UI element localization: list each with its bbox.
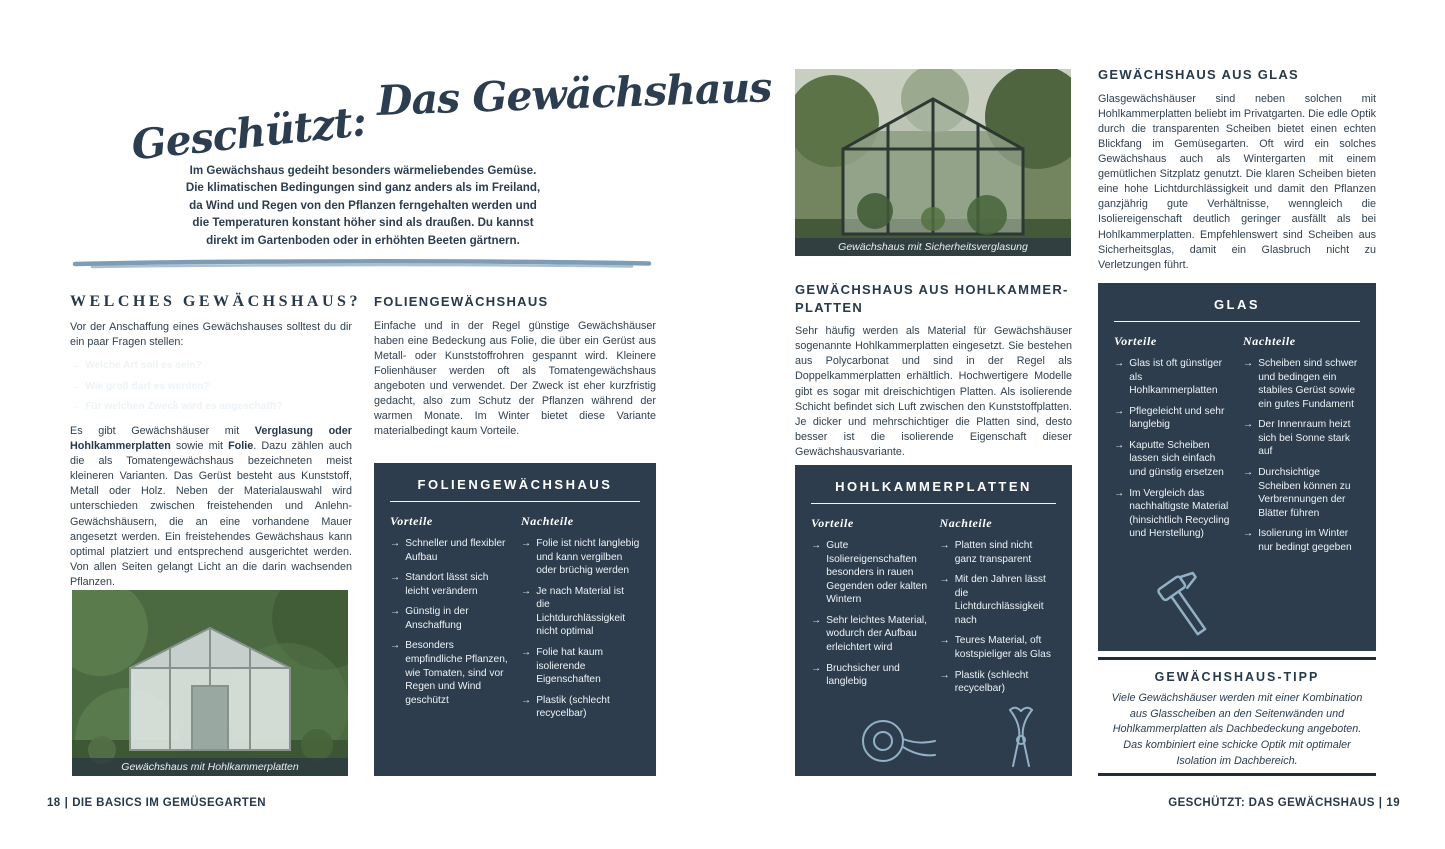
glas-box-columns (1114, 334, 1360, 561)
tipp-title: GEWÄCHSHAUS-TIPP (1154, 670, 1320, 684)
list-item-text: Für welchen Zweck wird es angeschafft? (85, 401, 283, 413)
list-item (1114, 405, 1231, 432)
hohlkammer-box-columns (811, 516, 1056, 703)
welches-body-b2: Folie (228, 440, 254, 453)
list-item-text: Im Vergleich das nachhaltigste Material (hinsichtlich Recycling und Herstellung) (1129, 487, 1230, 540)
arrow-icon: → (390, 640, 401, 652)
footer-separator: | (1378, 797, 1383, 809)
arrow-icon: → (521, 646, 532, 658)
list-item (940, 573, 1057, 627)
hohlkammer-box (795, 465, 1072, 776)
photo-caption: Gewächshaus mit Sicherheitsverglasung (795, 238, 1071, 256)
greenhouse-photo-glas (795, 69, 1071, 256)
greenhouse-photo-illustration (795, 69, 1071, 256)
hohlkammer-vorteile-column (811, 516, 928, 703)
list-item-text: Isolierung im Winter nur bedingt gegeben (1258, 528, 1352, 553)
arrow-icon: → (1114, 358, 1125, 369)
list-item (940, 669, 1057, 696)
nachteile-label: Nachteile (939, 516, 993, 530)
page-title-script (129, 55, 773, 170)
list-item (1114, 357, 1231, 398)
vorteile-label: Vorteile (1114, 334, 1157, 348)
arrow-icon: → (1114, 487, 1125, 499)
arrow-icon: → (521, 694, 532, 706)
arrow-icon: → (939, 540, 950, 551)
list-item (1243, 418, 1360, 459)
hammer-icon (1144, 565, 1228, 649)
column-welches (70, 293, 361, 590)
list-item-text: Der Innenraum heizt sich bei Sonne stark auf (1258, 419, 1351, 458)
arrow-icon: → (1243, 466, 1254, 478)
vorteile-label: Vorteile (811, 516, 854, 530)
arrow-icon: → (1243, 358, 1254, 369)
list-item (811, 614, 928, 655)
footer-label: DIE BASICS IM GEMÜSEGARTEN (72, 797, 266, 809)
page-number: 18 (47, 797, 61, 809)
list-item (940, 634, 1057, 661)
list-item (1114, 439, 1231, 480)
greenhouse-photo-illustration (72, 590, 348, 776)
hohlkammer-nachteile-list (940, 539, 1057, 696)
vorteile-label: Vorteile (390, 514, 433, 528)
list-item-text: Scheiben sind schwer und bedingen ein stabiles Gerüst sowie ein gutes Fundament (1258, 358, 1358, 410)
list-item-text: Mit den Jahren lässt die Lichtdurchlässigkeit nach (954, 574, 1046, 626)
glas-box-title: GLAS (1114, 297, 1360, 322)
list-item (521, 694, 640, 721)
arrow-icon: → (390, 606, 401, 618)
list-item-text: Pflegeleicht und sehr langlebig (1129, 405, 1225, 431)
brush-divider (72, 258, 652, 270)
column-hohlkammer (795, 281, 1072, 460)
list-item (390, 537, 509, 564)
pliers-icon (992, 704, 1050, 774)
list-item (940, 539, 1057, 566)
list-item-text: Günstig in der Anschaffung (405, 606, 469, 631)
welches-body-s3: . Dazu zählen auch die als Tomatengewächshaus bezeichneten meist kleineren Varianten. Das Gerüst besteht aus Kunststoff, Metall oder Holz. Neben der Materialauswahl wird unterschieden zwischen freistehenden und Anlehn-Gewächshäusern, die an eine vorhandene Mauer angesetzt werden. Ein freistehendes Gewächshaus kann optimal platziert und entsprechend ausgerichtet werden. Von allen Seiten gelangt Licht an die darin wachsenden Pflanzen. (70, 440, 352, 588)
list-item (521, 537, 640, 578)
nachteile-label: Nachteile (1243, 334, 1296, 348)
hohlkammer-heading: GEWÄCHSHAUS AUS HOHLKAMMER-PLATTEN (795, 282, 1069, 315)
brush-divider-stroke (72, 258, 652, 270)
list-item-text: Teures Material, oft kostspieliger als Glas (954, 635, 1051, 660)
arrow-icon: → (521, 585, 532, 597)
arrow-icon: → (1243, 419, 1254, 431)
page-number: 19 (1386, 797, 1400, 809)
photo-caption: Gewächshaus mit Hohlkammerplatten (72, 758, 348, 776)
list-item (811, 662, 928, 689)
welches-body-s2: sowie mit (170, 440, 229, 453)
list-item-text: Kaputte Scheiben lassen sich einfach und günstig ersetzen (1129, 439, 1224, 478)
list-item-text: Folie hat kaum isolierende Eigenschaften (536, 646, 604, 686)
list-item-text: Durchsichtige Scheiben können zu Verbrennungen der Blätter führen (1258, 466, 1351, 519)
page-title-word1: Geschützt: (129, 97, 369, 170)
list-item-text: Je nach Material ist die Lichtdurchlässigkeit nicht optimal (536, 585, 626, 638)
arrow-icon: → (811, 540, 822, 551)
folien-body: Einfache und in der Regel günstige Gewächshäuser haben eine Bedeckung aus Folie, die über ein Gerüst aus Metall- oder Kunststoffrohren gespannt wird. Kleinere Folienhäuser werden oft als Tomatengewächshaus angeboten und verwendet. Der Zweck ist eher kurzfristig gedacht, also zum Schutz der Pflanzen während der warmen Monate. Im Winter bietet diese Variante materialbedingt kaum Vorteile. (374, 319, 656, 438)
list-item-text: Plastik (schlecht recycelbar) (954, 669, 1029, 695)
folien-box-title: FOLIENGEWÄCHSHAUS (390, 477, 640, 502)
list-item-text: Besonders empfindliche Pflanzen, wie Tomaten, sind vor Regen und Wind geschützt (405, 640, 508, 706)
glas-vorteile-list (1114, 357, 1231, 541)
welches-lead: Vor der Anschaffung eines Gewächshauses solltest du dir ein paar Fragen stellen: (70, 321, 352, 349)
list-item-text: Sehr leichtes Material, wodurch der Aufbau erleichtert wird (826, 614, 927, 653)
hohlkammer-vorteile-list (811, 539, 928, 689)
list-item (70, 380, 352, 394)
greenhouse-photo-hohlkammer (72, 590, 348, 776)
arrow-icon: → (1243, 528, 1254, 540)
folien-box-columns (390, 514, 640, 728)
arrow-icon: → (939, 669, 950, 681)
arrow-icon: → (939, 635, 950, 647)
welches-body-b1: Verglasung oder Hohlkammerplatten (70, 424, 352, 453)
list-item (521, 646, 640, 687)
list-item (390, 639, 509, 707)
list-item (390, 571, 509, 598)
page-title-word2: Das Gewächshaus (376, 63, 773, 125)
arrow-icon: → (811, 662, 822, 674)
arrow-icon: → (1114, 405, 1125, 417)
list-item-text: Glas ist oft günstiger als Hohlkammerplatten (1129, 358, 1223, 397)
column-glas (1098, 66, 1376, 273)
list-item-text: Schneller und flexibler Aufbau (405, 538, 506, 563)
arrow-icon: → (939, 574, 950, 586)
arrow-icon: → (70, 401, 81, 413)
list-item (1243, 466, 1360, 520)
glas-vorteile-column (1114, 334, 1231, 561)
welches-question-list (70, 359, 352, 414)
list-item-text: Standort lässt sich leicht verändern (405, 572, 489, 597)
list-item-text: Wie groß darf es werden? (85, 380, 210, 392)
hohlkammer-nachteile-column (940, 516, 1057, 703)
glas-heading: GEWÄCHSHAUS AUS GLAS (1098, 67, 1300, 82)
folien-nachteile-column (521, 514, 640, 728)
list-item (1243, 357, 1360, 411)
welches-heading: WELCHES GEWÄCHSHAUS? (70, 293, 361, 310)
footer-label: GESCHÜTZT: DAS GEWÄCHSHAUS (1168, 797, 1375, 809)
list-item-text: Bruchsicher und langlebig (826, 662, 900, 688)
glas-nachteile-list (1243, 357, 1360, 554)
list-item (70, 400, 352, 414)
hohlkammer-box-title: HOHLKAMMERPLATTEN (811, 479, 1056, 504)
arrow-icon: → (521, 538, 532, 549)
left-page-footer (47, 797, 266, 809)
column-folien (374, 293, 656, 439)
arrow-icon: → (390, 538, 401, 549)
list-item-text: Gute Isoliereigenschaften besonders in rauen Gegenden oder kalten Wintern (826, 540, 928, 606)
hohlkammer-body: Sehr häufig werden als Material für Gewächshäuser sogenannte Hohlkammerplatten eingesetzt. Sie bestehen aus Polycarbonat und sind in der Regel als Doppelkammerplatten erhältlich. Hochwertigere Modelle gibt es sogar mit dreischichtigen Platten. Als isolierende Schicht befindet sich Luft zwischen den Kunststoffplatten. Je dicker und mehrschichtiger die Platten sind, desto besser ist die isolierende Eigenschaft dieser Gewächshausvariante. (795, 325, 1072, 458)
arrow-icon: → (811, 614, 822, 626)
list-item-text: Plastik (schlecht recycelbar) (536, 694, 610, 720)
arrow-icon: → (1114, 439, 1125, 451)
welches-body (70, 424, 352, 590)
list-item-text: Welche Art soll es sein? (85, 360, 202, 372)
tipp-body: Viele Gewächshäuser werden mit einer Kombination aus Glasscheiben an den Seitenwänden und Hohlkammerplatten als Dachbedeckung angeboten. Das kombiniert eine schicke Optik mit optimaler Isolation im Dachbereich. (1111, 692, 1363, 767)
list-item-text: Folie ist nicht langlebig und kann vergilben oder brüchig werden (536, 538, 640, 577)
list-item (521, 585, 640, 639)
arrow-icon: → (70, 360, 81, 372)
glas-body: Glasgewächshäuser sind neben solchen mit Hohlkammerplatten beliebt im Privatgarten. Die edle Optik durch die transparenten Scheiben bietet einen echten Blickfang im Gemüsegarten. Oft wird ein solches Gewächshaus auch als Wintergarten mit einem gemütlichen Sitzplatz genutzt. Die klaren Scheiben bieten eine hohe Lichtdurchlässigkeit und damit den Pflanzen ganzjährig gute Verhältnisse, wenngleich die Isoliereigenschaft deutlich geringer ausfällt als bei Hohlkammerplatten. Empfehlenswert sind Scheiben aus Sicherheitsglas, damit ein Glasbruch nicht zu Verletzungen führt. (1098, 92, 1376, 271)
list-item (1114, 487, 1231, 541)
folien-box (374, 463, 656, 776)
list-item (70, 359, 352, 373)
arrow-icon: → (390, 572, 401, 584)
arrow-icon: → (70, 380, 81, 392)
list-item (390, 605, 509, 632)
welches-body-s1: Es gibt Gewächshäuser mit (70, 424, 255, 437)
folien-vorteile-list (390, 537, 509, 707)
tape-roll-icon (855, 710, 939, 772)
footer-separator: | (64, 797, 69, 809)
folien-nachteile-list (521, 537, 640, 721)
intro-paragraph: Im Gewächshaus gedeiht besonders wärmeliebendes Gemüse. Die klimatischen Bedingungen sind ganz anders als im Freiland, da Wind und Regen von den Pflanzen ferngehalten werden und die Temperaturen konstant höher sind als draußen. Du kannst direkt im Gartenboden oder in erhöhten Beeten gärtnern. (185, 164, 541, 247)
folien-heading: FOLIENGEWÄCHSHAUS (374, 294, 549, 309)
glas-box (1098, 283, 1376, 651)
glas-nachteile-column (1243, 334, 1360, 561)
tipp-box (1098, 657, 1376, 776)
right-page-footer (1168, 797, 1400, 809)
folien-vorteile-column (390, 514, 509, 728)
list-item (811, 539, 928, 607)
nachteile-label: Nachteile (521, 514, 574, 528)
list-item (1243, 527, 1360, 554)
list-item-text: Platten sind nicht ganz transparent (954, 540, 1033, 565)
